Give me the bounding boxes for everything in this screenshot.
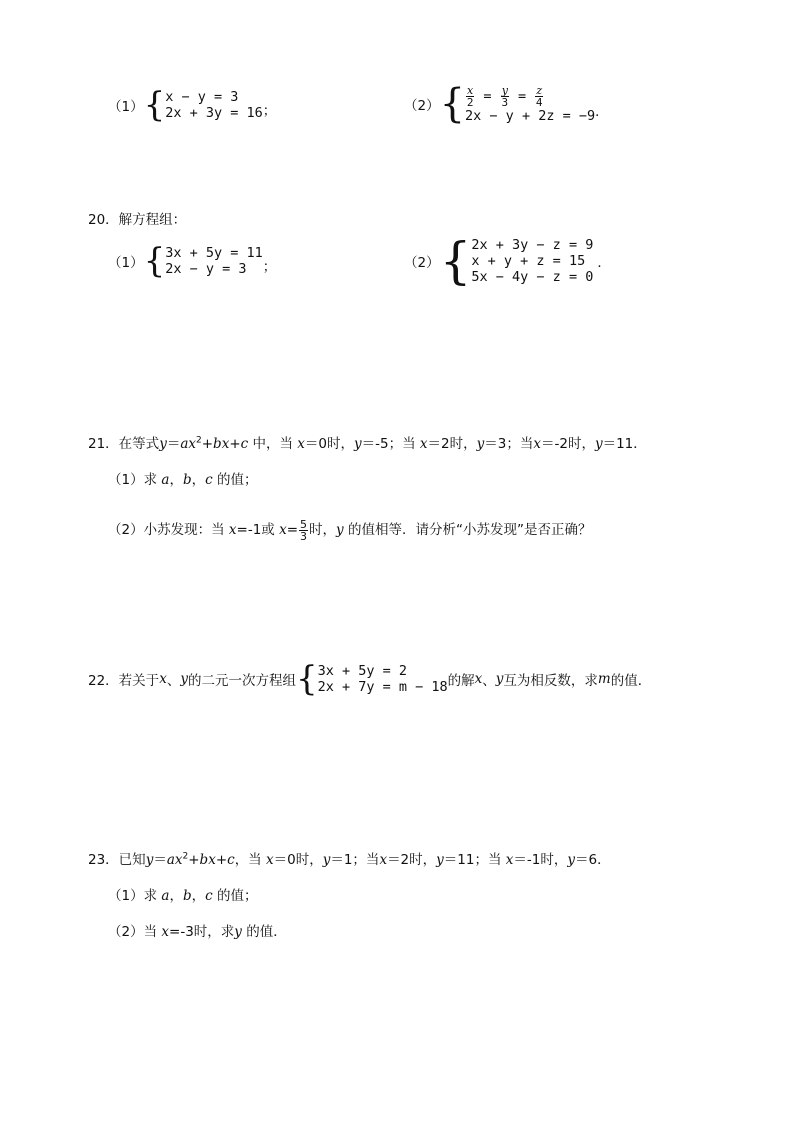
- brace: {: [295, 659, 318, 699]
- equation-fractions: [465, 85, 595, 108]
- text-fragment: ax: [166, 852, 183, 868]
- text-fragment: ＝11；当: [443, 852, 506, 868]
- text-fragment: 互为相反数，求: [503, 673, 598, 689]
- text-fragment: x: [297, 436, 305, 452]
- text-fragment: c: [205, 472, 213, 488]
- text-fragment: a: [161, 472, 170, 488]
- equals-sign: =: [518, 88, 527, 104]
- q20-part1: [108, 241, 277, 281]
- text-fragment: （1）求: [108, 472, 162, 488]
- text-fragment: b: [182, 888, 192, 904]
- equation: 2x − y + 2z = −9: [465, 107, 596, 124]
- question-22-stem: [88, 659, 652, 699]
- text-fragment: ＝11．: [602, 436, 647, 452]
- denominator: 2: [466, 95, 474, 109]
- text-fragment: ，: [191, 888, 206, 904]
- punctuation: ．: [595, 104, 609, 120]
- punctuation: ；: [262, 103, 277, 119]
- equation-system: [318, 663, 448, 695]
- text-fragment: ，: [191, 472, 206, 488]
- equation-system: [165, 89, 263, 121]
- text-fragment: 、: [166, 673, 181, 689]
- denominator: 3: [300, 529, 308, 543]
- fraction: [501, 85, 509, 108]
- text-fragment: x: [505, 852, 514, 868]
- text-fragment: y: [354, 436, 362, 452]
- text-fragment: c: [205, 888, 213, 904]
- question-20-title: 20．解方程组：: [88, 212, 187, 228]
- equation-system: [471, 237, 593, 285]
- equation: 2x − y = 3: [165, 261, 247, 277]
- brace: {: [143, 85, 166, 125]
- text-fragment: x: [419, 436, 428, 452]
- text-fragment: 23．已知: [88, 852, 146, 868]
- question-23-part1: [108, 884, 257, 904]
- brace: {: [439, 81, 466, 127]
- text-fragment: a: [161, 888, 170, 904]
- text-fragment: x: [159, 671, 167, 687]
- equation: 5x − 4y − z = 0: [471, 269, 594, 285]
- text-fragment: 的值．: [610, 673, 652, 689]
- equation: 3x + 5y = 2: [317, 663, 407, 679]
- text-fragment: ＝3；当: [484, 436, 534, 452]
- text-fragment: x: [533, 436, 541, 452]
- text-fragment: +: [215, 852, 228, 868]
- text-fragment: x: [474, 671, 483, 687]
- brace: {: [143, 241, 166, 281]
- q19-part1: [108, 85, 277, 125]
- text-fragment: y: [336, 522, 344, 538]
- text-fragment: x: [228, 522, 237, 538]
- part-label: （2）: [404, 255, 440, 271]
- text-fragment: 的二元一次方程组: [187, 673, 296, 689]
- text-fragment: ax: [180, 436, 196, 452]
- text-fragment: =: [286, 522, 299, 538]
- fraction: [466, 85, 474, 108]
- text-fragment: y: [476, 436, 485, 452]
- text-fragment: m: [597, 671, 611, 687]
- equation-system: [165, 245, 263, 277]
- text-fragment: 的解: [447, 673, 475, 689]
- punctuation: ；: [262, 259, 277, 275]
- text-fragment: y: [234, 924, 242, 940]
- question-21-part2: [108, 518, 591, 542]
- text-fragment: +: [229, 436, 241, 452]
- text-fragment: y: [436, 852, 444, 868]
- text-fragment: ＝-5；当: [361, 436, 420, 452]
- text-fragment: y: [159, 436, 167, 452]
- text-fragment: （2）当: [108, 924, 162, 940]
- equation: 2x + 7y = m − 18: [317, 679, 448, 695]
- text-fragment: ＝: [166, 436, 181, 452]
- text-fragment: =-1或: [236, 522, 280, 538]
- text-fragment: b: [182, 472, 192, 488]
- text-fragment: ＝6．: [575, 852, 611, 868]
- text-fragment: x: [379, 852, 388, 868]
- text-fragment: 的值相等．请分析“小苏发现”是否正确？: [343, 522, 592, 538]
- question-23-part2: [108, 920, 287, 940]
- text-fragment: +: [188, 852, 200, 868]
- text-fragment: ＝1；当: [330, 852, 380, 868]
- text-fragment: x: [161, 924, 170, 940]
- q19-part2: [404, 81, 609, 127]
- text-fragment: y: [180, 671, 188, 687]
- text-fragment: 21．在等式: [88, 436, 160, 452]
- text-fragment: ＝: [153, 852, 167, 868]
- text-fragment: 时，: [309, 522, 337, 538]
- text-fragment: （1）求: [108, 888, 162, 904]
- text-fragment: ＝-1时，: [513, 852, 568, 868]
- text-fragment: （2）小苏发现：当: [108, 522, 229, 538]
- equation: 2x + 3y = 16: [165, 105, 263, 121]
- text-fragment: x: [265, 852, 274, 868]
- text-fragment: 的值．: [241, 924, 287, 940]
- equation: 2x + 3y − z = 9: [471, 237, 594, 253]
- text-fragment: ＝0时，: [273, 852, 323, 868]
- fraction: [535, 85, 543, 108]
- text-fragment: ＝2时，: [387, 852, 437, 868]
- text-fragment: +: [201, 436, 214, 452]
- text-fragment: 2: [196, 435, 202, 446]
- denominator: 3: [501, 95, 509, 109]
- text-fragment: x: [279, 522, 287, 538]
- part-label: （2）: [404, 98, 440, 114]
- equation-system: [465, 85, 595, 124]
- part-label: （1）: [108, 99, 144, 115]
- part-label: （1）: [108, 255, 144, 271]
- text-fragment: 2: [182, 851, 189, 862]
- denominator: 4: [535, 95, 543, 109]
- equals-sign: =: [483, 88, 492, 104]
- numerator: y: [501, 83, 508, 97]
- text-fragment: y: [322, 852, 331, 868]
- numerator: x: [467, 83, 474, 97]
- q20-part2: [404, 232, 611, 290]
- question-21-part1: [108, 468, 257, 488]
- text-fragment: 、: [482, 673, 496, 689]
- equation: x − y = 3: [165, 89, 239, 105]
- text-fragment: c: [240, 436, 249, 452]
- text-fragment: y: [594, 436, 603, 452]
- text-fragment: bx: [199, 852, 216, 868]
- brace: {: [439, 232, 472, 290]
- text-fragment: =-3时，求: [169, 924, 235, 940]
- text-fragment: ，: [169, 472, 183, 488]
- fraction: [299, 519, 308, 542]
- text-fragment: ，: [169, 888, 183, 904]
- question-23-stem: [88, 848, 611, 868]
- numerator: z: [536, 83, 543, 97]
- text-fragment: y: [495, 671, 504, 687]
- text-fragment: bx: [213, 436, 230, 452]
- equation: x + y + z = 15: [471, 253, 586, 269]
- text-fragment: 中，当: [248, 436, 298, 452]
- text-fragment: 的值；: [212, 472, 258, 488]
- text-fragment: 的值；: [212, 888, 258, 904]
- equation: 3x + 5y = 11: [165, 245, 263, 261]
- text-fragment: ＝0时，: [304, 436, 354, 452]
- text-fragment: y: [567, 852, 576, 868]
- text-fragment: ，当: [234, 852, 266, 868]
- text-fragment: ＝-2时，: [540, 436, 595, 452]
- text-fragment: ＝2时，: [427, 436, 477, 452]
- punctuation: ．: [597, 255, 611, 271]
- question-21-stem: [88, 432, 647, 452]
- numerator: 5: [300, 517, 308, 531]
- text-fragment: 22．若关于: [88, 673, 160, 689]
- text-fragment: y: [145, 852, 154, 868]
- text-fragment: c: [227, 852, 235, 868]
